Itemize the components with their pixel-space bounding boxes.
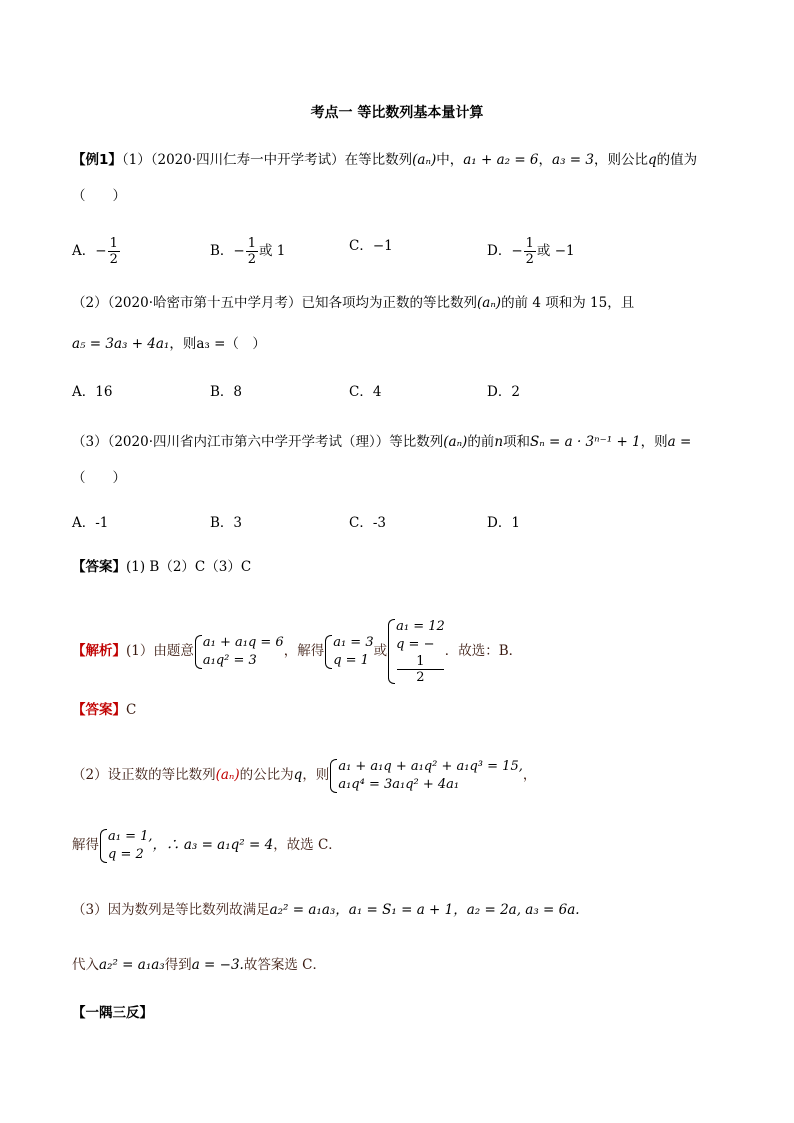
answer-main: 【答案】(1) B（2）C（3）C bbox=[72, 559, 252, 575]
q3-paren: （ ） bbox=[72, 470, 126, 486]
fraction: $\frac{1}{2}$ bbox=[109, 236, 118, 267]
q1-ask-post: 的值为 bbox=[656, 152, 698, 168]
solution-3-line-1: （3）因为数列是等比数列故满足a₂² = a₁a₃，a₁ = S₁ = a + 1，a₂ = 2a, a₃ = 6a. bbox=[72, 902, 580, 918]
solution-2-result: 解得 a₁ = 1, q = 2 ，∴ a₃ = a₁q² = 4，故选 C． bbox=[72, 828, 342, 862]
q2-option-b: B．8 bbox=[210, 384, 243, 400]
equation-system-3: a₁ = 12 q = − 1 2 bbox=[387, 618, 445, 685]
q3-option-d: D．1 bbox=[487, 515, 520, 531]
q2-option-a: A．16 bbox=[72, 384, 113, 400]
question-1-line bbox=[72, 150, 724, 170]
equation-system-4: a₁ + a₁q + a₁q² + a₁q³ = 15, a₁q⁴ = 3a₁q² + 4a₁ bbox=[329, 758, 523, 794]
solution-2-line: （2）设正数的等比数列(aₙ)的公比为q，则 a₁ + a₁q + a₁q² + a₁q³ = 15, a₁q⁴ = 3a₁q² + 4a₁ ， bbox=[72, 758, 537, 792]
q3-option-c: C．-3 bbox=[349, 515, 386, 531]
q2-option-c: C．4 bbox=[349, 384, 382, 400]
equation-system-5: a₁ = 1, q = 2 bbox=[99, 828, 153, 864]
page-title: 考点一 等比数列基本量计算 bbox=[310, 105, 484, 121]
q1-var: q bbox=[647, 152, 657, 168]
q1-sep: ， bbox=[538, 152, 553, 168]
q1-cond1: a₁ + a₂ = 6 bbox=[463, 152, 539, 168]
equation-system-1: a₁ + a₁q = 6 a₁q² = 3 bbox=[194, 634, 284, 670]
answer-2: 【答案】C bbox=[72, 702, 137, 718]
question-2-line-1: （2）（2020·哈密市第十五中学月考）已知各项均为正数的等比数列(aₙ)的前 4 项和为 15，且 bbox=[72, 295, 635, 311]
question-3-line: （3）（2020·四川省内江市第六中学开学考试（理））等比数列(aₙ)的前n项和Sₙ = a · 3ⁿ⁻¹ + 1，则a = bbox=[72, 434, 692, 450]
q1-option-c: C．−1 bbox=[349, 238, 393, 254]
q2-option-d: D．2 bbox=[487, 384, 520, 400]
solution-3-line-2: 代入a₂² = a₁a₃得到a = −3.故答案选 C． bbox=[72, 957, 326, 973]
q1-mid: 中， bbox=[436, 152, 464, 168]
fraction: $\frac{1}{2}$ bbox=[247, 236, 257, 267]
q3-option-b: B．3 bbox=[210, 515, 243, 531]
q1-option-d: D．− $\frac{1}{2}$ 或 −1 bbox=[487, 236, 575, 267]
analysis-block: 【解析】(1）由题意 a₁ + a₁q = 6 a₁q² = 3 ，解得 a₁ = 3 q = 1 或 a₁ = 12 q = − 1 2 ．故选：B． bbox=[72, 619, 523, 685]
q1-paren: （ ） bbox=[72, 188, 126, 204]
q1-prefix: （1）（2020·四川仁寿一中开学考试）在等比数列 bbox=[121, 152, 413, 168]
q1-option-b: B．− $\frac{1}{2}$ 或 1 bbox=[210, 236, 286, 267]
q3-option-a: A．-1 bbox=[72, 515, 109, 531]
equation-system-2: a₁ = 3 q = 1 bbox=[324, 634, 373, 670]
fraction: $\frac{1}{2}$ bbox=[525, 236, 534, 267]
question-2-line-2: a₅ = 3a₃ + 4a₁，则a₃ =（ ） bbox=[72, 336, 266, 352]
example-tag: 【例1】 bbox=[72, 152, 122, 168]
q1-cond2: a₃ = 3 bbox=[552, 152, 594, 168]
section-heading-practice: 【一隅三反】 bbox=[72, 1005, 153, 1021]
q1-seq: (aₙ) bbox=[412, 152, 437, 168]
q1-ask-pre: ，则公比 bbox=[593, 152, 648, 168]
q1-option-a: A．− $\frac{1}{2}$ bbox=[72, 236, 118, 267]
analysis-tag: 【解析】 bbox=[72, 643, 126, 659]
